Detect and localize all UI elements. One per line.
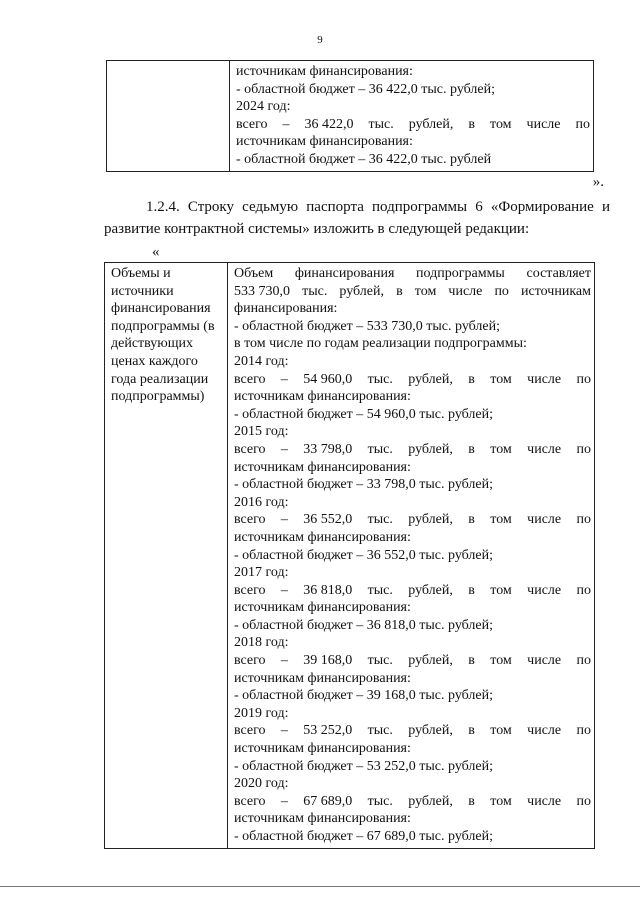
word: в <box>468 441 475 457</box>
word: – <box>282 116 290 132</box>
text-line <box>234 265 591 283</box>
table1-lines <box>230 61 593 171</box>
closing-quote: ». <box>592 174 604 190</box>
word: всего <box>234 582 266 598</box>
text-line: 2016 год: <box>234 494 289 510</box>
word: всего <box>234 793 266 809</box>
word: том <box>490 793 512 809</box>
word: подпрограммы <box>416 266 505 281</box>
word: рублей, <box>408 582 453 598</box>
text-line: источникам финансирования: <box>234 529 411 545</box>
word: том <box>490 653 512 669</box>
text-line: источникам финансирования: <box>234 670 411 686</box>
word: по <box>576 512 591 528</box>
text-line: источникам финансирования: <box>234 600 411 616</box>
text-line <box>236 116 590 134</box>
word: и <box>601 199 610 215</box>
word: по <box>576 793 591 809</box>
text-line: - областной бюджет – 67 689,0 тыс. рублей; <box>234 829 493 844</box>
word: подпрограммы <box>372 199 468 215</box>
word: числе <box>527 512 562 528</box>
text-line: - областной бюджет – 53 252,0 тыс. рублей; <box>234 758 493 774</box>
word: рублей, <box>408 441 453 457</box>
word: финансирования <box>294 266 395 281</box>
funding-volume-table <box>104 262 595 849</box>
word: всего <box>236 116 268 132</box>
word: – <box>280 653 288 669</box>
word: числе <box>448 283 483 299</box>
amendment-paragraph-line1 <box>146 196 610 218</box>
word: «Формирование <box>490 199 594 215</box>
text-line: источникам финансирования: <box>234 741 411 757</box>
word: 53 252,0 <box>303 723 353 739</box>
word: рублей, <box>408 512 453 528</box>
table2-content-lines <box>228 263 594 848</box>
word: числе <box>527 793 562 809</box>
opening-quote: « <box>152 244 160 260</box>
text-line: - областной бюджет – 36 422,0 тыс. рублей <box>236 151 492 167</box>
table1-right-cell <box>230 61 594 172</box>
word: числе <box>527 653 562 669</box>
word: паспорта <box>306 199 364 215</box>
word: в <box>468 793 475 809</box>
word: 36 818,0 <box>303 582 353 598</box>
word: тыс. <box>367 723 393 739</box>
table1-left-cell <box>107 61 230 172</box>
word: в <box>468 371 475 387</box>
text-line: источникам финансирования: <box>236 64 413 79</box>
word: рублей, <box>408 371 453 387</box>
word: рублей, <box>408 723 453 739</box>
word: в <box>468 116 476 132</box>
word: том <box>490 723 512 739</box>
word: всего <box>234 441 266 457</box>
text-line <box>234 793 591 811</box>
word: рублей, <box>408 793 453 809</box>
word: по <box>576 371 591 387</box>
word: Объем <box>234 266 274 281</box>
word: 67 689,0 <box>303 793 353 809</box>
text-line: финансирования: <box>234 301 338 317</box>
word: Строку <box>187 199 235 215</box>
word: 533 730,0 <box>234 283 290 299</box>
text-line <box>234 652 591 670</box>
text-line: 2020 год: <box>234 776 289 792</box>
text-line: подпрограммы (в <box>111 318 215 334</box>
word: всего <box>234 653 266 669</box>
word: по <box>576 723 591 739</box>
word: источникам <box>521 283 591 299</box>
text-line: 2019 год: <box>234 705 289 721</box>
text-line: - областной бюджет – 36 552,0 тыс. рублей; <box>234 547 493 563</box>
word: числе <box>527 582 562 598</box>
word: – <box>280 793 288 809</box>
table2-label-cell <box>105 263 228 849</box>
word: 39 168,0 <box>303 653 353 669</box>
text-line: 2017 год: <box>234 565 289 581</box>
word: числе <box>527 441 562 457</box>
word: в <box>468 723 475 739</box>
word: по <box>576 441 591 457</box>
text-line: источникам финансирования: <box>236 134 413 150</box>
word: тыс. <box>367 793 393 809</box>
word: 36 552,0 <box>303 512 353 528</box>
word: тыс. <box>367 371 393 387</box>
word: 36 422,0 <box>304 116 354 132</box>
word: 54 960,0 <box>303 371 353 387</box>
amendment-paragraph-line2: развитие контрактной системы» изложить в следующей редакции: <box>104 221 530 237</box>
word: тыс. <box>367 653 393 669</box>
word: том <box>490 116 512 132</box>
text-line: в том числе по годам реализации подпрограммы: <box>234 336 527 352</box>
text-line: - областной бюджет – 533 730,0 тыс. рублей; <box>234 318 500 334</box>
word: – <box>280 723 288 739</box>
text-line <box>234 722 591 740</box>
word: в <box>468 512 475 528</box>
text-line: 2024 год: <box>236 99 291 115</box>
word: тыс. <box>368 116 394 132</box>
word: рублей, <box>339 283 385 299</box>
text-line: - областной бюджет – 36 422,0 тыс. рублей; <box>236 81 495 97</box>
word: 33 798,0 <box>303 441 353 457</box>
word: – <box>280 582 288 598</box>
text-line: - областной бюджет – 39 168,0 тыс. рублей; <box>234 688 493 704</box>
word: тыс. <box>367 582 393 598</box>
text-line: Объемы и <box>111 266 171 281</box>
text-line <box>234 511 591 529</box>
word: том <box>490 582 512 598</box>
word: – <box>280 441 288 457</box>
word: рублей, <box>408 653 453 669</box>
word: седьмую <box>242 199 299 215</box>
word: – <box>280 371 288 387</box>
word: числе <box>527 371 562 387</box>
text-line <box>234 283 591 301</box>
word: составляет <box>526 266 591 281</box>
page-bottom-rule <box>0 886 640 887</box>
word: по <box>576 653 591 669</box>
text-line: года реализации <box>111 371 209 387</box>
text-line: финансирования <box>111 301 211 317</box>
word: всего <box>234 371 266 387</box>
text-line: действующих <box>111 336 194 352</box>
word: тыс. <box>367 441 393 457</box>
funding-table-continued <box>106 60 594 172</box>
word: том <box>490 441 512 457</box>
word: тыс. <box>367 512 393 528</box>
text-line <box>234 371 591 389</box>
word: том <box>490 371 512 387</box>
word: том <box>490 512 512 528</box>
word: в <box>396 283 403 299</box>
word: по <box>494 283 509 299</box>
text-line: источникам финансирования: <box>234 459 411 475</box>
word: 1.2.4. <box>146 199 180 215</box>
table2-content-cell <box>228 263 595 849</box>
word: всего <box>234 723 266 739</box>
word: числе <box>526 116 561 132</box>
text-line: 2014 год: <box>234 353 289 369</box>
text-line: - областной бюджет – 33 798,0 тыс. рублей; <box>234 477 493 493</box>
text-line: источникам финансирования: <box>234 389 411 405</box>
table2-label-lines <box>105 263 227 408</box>
word: по <box>575 116 590 132</box>
text-line: - областной бюджет – 36 818,0 тыс. рублей; <box>234 617 493 633</box>
word: 6 <box>475 199 483 215</box>
text-line: - областной бюджет – 54 960,0 тыс. рублей; <box>234 406 493 422</box>
text-line: подпрограммы) <box>111 389 205 405</box>
page-number: 9 <box>317 34 323 46</box>
word: в <box>468 582 475 598</box>
word: тыс. <box>302 283 328 299</box>
text-line <box>234 582 591 600</box>
text-line: 2015 год: <box>234 424 289 440</box>
text-line: ценах каждого <box>111 353 198 369</box>
text-line: источникам финансирования: <box>234 811 411 827</box>
paragraph-line1-words <box>146 196 610 218</box>
word: том <box>414 283 437 299</box>
word: рублей, <box>408 116 454 132</box>
word: – <box>280 512 288 528</box>
text-line: 2018 год: <box>234 635 289 651</box>
word: всего <box>234 512 266 528</box>
word: по <box>576 582 591 598</box>
word: числе <box>527 723 562 739</box>
text-line <box>234 441 591 459</box>
text-line: источники <box>111 283 174 299</box>
word: в <box>468 653 475 669</box>
